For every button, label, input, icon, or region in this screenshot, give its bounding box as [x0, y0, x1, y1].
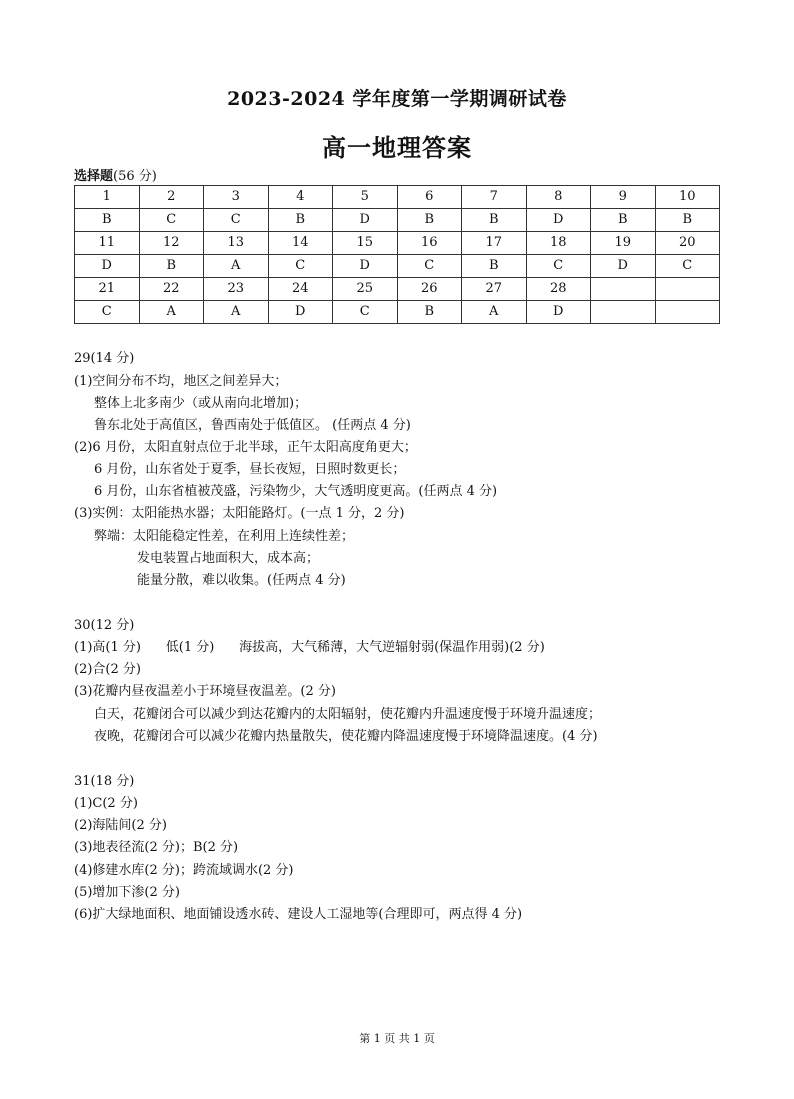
q31-line: (2)海陆间(2 分)	[74, 818, 167, 833]
mc-answer-cell: C	[268, 255, 333, 278]
mc-answer-cell	[591, 301, 656, 324]
mc-question-number-cell: 26	[397, 278, 462, 301]
mc-answer-row	[75, 209, 720, 232]
q29-line: 发电装置占地面积大，成本高；	[137, 551, 320, 566]
q29-line: 整体上北多南少（或从南向北增加)；	[94, 396, 308, 411]
mc-answer-cell: D	[526, 209, 591, 232]
mc-question-number-cell: 18	[526, 232, 591, 255]
mc-answer-cell: C	[655, 255, 720, 278]
mc-answer-cell: B	[655, 209, 720, 232]
mc-question-number-cell: 10	[655, 186, 720, 209]
mc-question-number-cell: 7	[462, 186, 527, 209]
mc-answer-cell: B	[268, 209, 333, 232]
mc-question-number-cell: 21	[75, 278, 140, 301]
mc-question-number-cell: 6	[397, 186, 462, 209]
q29-line: 6 月份，山东省植被茂盛，污染物少，大气透明度更高。(任两点 4 分)	[94, 484, 498, 499]
q30-line: 夜晚，花瓣闭合可以减少花瓣内热量散失，使花瓣内降温速度慢于环境降温速度。(4 分)	[94, 729, 598, 744]
q30-line: (3)花瓣内昼夜温差小于环境昼夜温差。(2 分)	[74, 684, 336, 699]
mc-answer-cell: D	[333, 255, 398, 278]
mc-question-number-cell: 2	[139, 186, 204, 209]
mc-answer-cell	[655, 301, 720, 324]
mc-heading-score: (56 分)	[113, 169, 157, 184]
q30-line: (2)合(2 分)	[74, 662, 141, 677]
mc-answer-table	[74, 185, 720, 324]
mc-answer-cell: C	[75, 301, 140, 324]
mc-answer-cell: A	[139, 301, 204, 324]
q29-line: 6 月份，山东省处于夏季，昼长夜短，日照时数更长；	[94, 462, 406, 477]
mc-question-number-cell: 24	[268, 278, 333, 301]
mc-question-number-cell: 11	[75, 232, 140, 255]
q31-line: (1)C(2 分)	[74, 796, 138, 811]
mc-answer-cell: C	[526, 255, 591, 278]
mc-answer-cell: B	[591, 209, 656, 232]
mc-question-number-cell: 20	[655, 232, 720, 255]
mc-answer-cell: D	[591, 255, 656, 278]
q29-line: 鲁东北处于高值区，鲁西南处于低值区。 (任两点 4 分)	[94, 418, 411, 433]
mc-question-number-cell: 27	[462, 278, 527, 301]
q31-heading: 31(18 分)	[74, 774, 135, 789]
mc-question-number-cell: 16	[397, 232, 462, 255]
mc-question-number-cell: 19	[591, 232, 656, 255]
q30-line: 白天，花瓣闭合可以减少到达花瓣内的太阳辐射，使花瓣内升温速度慢于环境升温速度；	[94, 707, 602, 722]
mc-number-row	[75, 278, 720, 301]
mc-answer-cell: B	[75, 209, 140, 232]
mc-answer-cell: C	[204, 209, 269, 232]
mc-answer-row	[75, 255, 720, 278]
mc-question-number-cell: 23	[204, 278, 269, 301]
mc-answer-cell: B	[462, 209, 527, 232]
mc-answer-cell: A	[204, 255, 269, 278]
mc-heading-label: 选择题	[74, 169, 114, 184]
mc-answer-cell: B	[397, 301, 462, 324]
q31-line: (6)扩大绿地面积、地面铺设透水砖、建设人工湿地等(合理即可，两点得 4 分)	[74, 907, 523, 922]
mc-question-number-cell: 17	[462, 232, 527, 255]
mc-question-number-cell: 22	[139, 278, 204, 301]
mc-section-heading	[74, 165, 157, 184]
mc-question-number-cell: 12	[139, 232, 204, 255]
q29-line: (1)空间分布不均，地区之间差异大；	[74, 374, 288, 389]
q29-line: (2)6 月份，太阳直射点位于北半球，正午太阳高度角更大；	[74, 440, 417, 455]
mc-number-row	[75, 232, 720, 255]
exam-title: 2023-2024 学年度第一学期调研试卷	[227, 88, 567, 110]
mc-answer-cell: C	[139, 209, 204, 232]
mc-question-number-cell: 3	[204, 186, 269, 209]
q31-line: (4)修建水库(2 分)；跨流域调水(2 分)	[74, 863, 294, 878]
q29-line: 能量分散，难以收集。(任两点 4 分)	[137, 573, 346, 588]
q29-line: 弊端：太阳能稳定性差，在利用上连续性差；	[94, 529, 355, 544]
mc-answer-cell: B	[462, 255, 527, 278]
mc-question-number-cell: 9	[591, 186, 656, 209]
q31-line: (5)增加下渗(2 分)	[74, 885, 180, 900]
q31-line: (3)地表径流(2 分)；B(2 分)	[74, 840, 239, 855]
answer-title: 高一地理答案	[322, 133, 472, 162]
mc-answer-cell: B	[397, 209, 462, 232]
mc-answer-cell: D	[333, 209, 398, 232]
mc-question-number-cell: 13	[204, 232, 269, 255]
mc-answer-cell: D	[268, 301, 333, 324]
mc-question-number-cell	[591, 278, 656, 301]
mc-question-number-cell: 25	[333, 278, 398, 301]
mc-answer-cell: B	[139, 255, 204, 278]
mc-answer-cell: A	[204, 301, 269, 324]
mc-number-row	[75, 186, 720, 209]
mc-question-number-cell: 5	[333, 186, 398, 209]
mc-answer-row	[75, 301, 720, 324]
mc-answer-cell: D	[526, 301, 591, 324]
q29-heading: 29(14 分)	[74, 351, 135, 366]
mc-answer-cell: A	[462, 301, 527, 324]
mc-question-number-cell: 15	[333, 232, 398, 255]
mc-question-number-cell: 28	[526, 278, 591, 301]
q29-line: (3)实例：太阳能热水器；太阳能路灯。(一点 1 分，2 分)	[74, 506, 405, 521]
q30-heading: 30(12 分)	[74, 618, 135, 633]
mc-question-number-cell: 1	[75, 186, 140, 209]
mc-answer-cell: C	[333, 301, 398, 324]
page-footer: 第 1 页 共 1 页	[359, 1032, 435, 1045]
mc-question-number-cell: 8	[526, 186, 591, 209]
mc-answer-cell: C	[397, 255, 462, 278]
mc-question-number-cell	[655, 278, 720, 301]
mc-question-number-cell: 4	[268, 186, 333, 209]
mc-answer-cell: D	[75, 255, 140, 278]
q30-line: (1)高(1 分) 低(1 分) 海拔高，大气稀薄，大气逆辐射弱(保温作用弱)(2 分)	[74, 640, 545, 655]
mc-question-number-cell: 14	[268, 232, 333, 255]
